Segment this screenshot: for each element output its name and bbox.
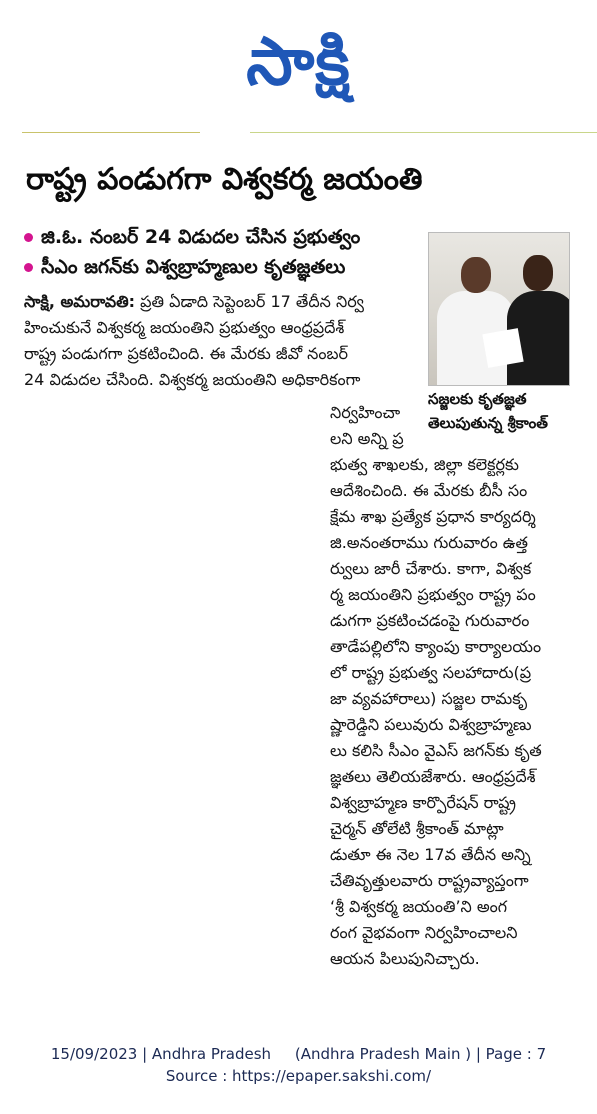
masthead-divider-right [250,132,597,133]
article-line [24,289,420,315]
article-line: జ్ఞతలు తెలియజేశారు. ఆంధ్రప్రదేశ్ [330,767,536,786]
bullet-icon [24,263,33,272]
article-photo [428,232,570,386]
article-line: రంగ వైభవంగా నిర్వహించాలని [330,923,518,942]
article-line: భుత్వ శాఖలకు, జిల్లా కలెక్టర్లకు [330,455,519,474]
subheadline [24,254,424,280]
article-line: లు కలిసి సీఎం వైఎస్ జగన్‌కు కృత [330,741,542,760]
article-line: రాష్ట్ర పండుగగా ప్రకటించింది. ఈ మేరకు జీవో నంబర్ [24,344,349,363]
article-line: క్షేమ శాఖ ప్రత్యేక ప్రధాన కార్యదర్శి [330,507,536,526]
article-line: డుగగా ప్రకటించడంపై గురువారం [330,611,530,630]
subheadline-text: జి.ఓ. నంబర్ 24 విడుదల చేసిన ప్రభుత్వం [41,226,361,248]
bullet-icon [24,233,33,242]
article-line: తాడేపల్లిలోని క్యాంపు కార్యాలయం [330,637,542,656]
photo-caption: సజ్జలకు కృతజ్ఞత [428,390,527,408]
article-line: ష్ణారెడ్డిని పలువురు విశ్వబ్రాహ్మణు [330,715,532,734]
footer-source: Source : https://epaper.sakshi.com/ [165,1067,432,1085]
article-line: ‘శ్రీ విశ్వకర్మ జయంతి’ని అంగ [330,897,508,916]
article-line: చేతివృత్తులవారు రాష్ట్రవ్యాప్తంగా [330,871,529,890]
article-line: ర్వులు జారీ చేశారు. కాగా, విశ్వక [330,559,532,578]
article-line: 24 విడుదల చేసింది. విశ్వకర్మ జయంతిని అధికారికంగా [24,370,361,389]
article-line: జి.అనంతరాము గురువారం ఉత్త [330,533,528,552]
article-headline: రాష్ట్ర పండుగగా విశ్వకర్మ జయంతి [26,162,423,197]
document-in-hand [482,328,523,368]
person-head [461,257,491,293]
person-head [523,255,553,291]
footer-edition-info: 15/09/2023 | Andhra Pradesh (Andhra Pradesh Main ) | Page : 7 [50,1045,547,1063]
article-line: చైర్మన్ తోలేటి శ్రీకాంత్ మాట్లా [330,819,504,838]
subheadline-text: సీఎం జగన్‌కు విశ్వబ్రాహ్మణుల కృతజ్ఞతలు [41,256,346,278]
article-text: ప్రతి ఏడాది సెప్టెంబర్ 17 తేదీన నిర్వ [140,292,365,311]
article-line: ర్మ జయంతిని ప్రభుత్వం రాష్ట్ర పం [330,585,536,604]
article-line: లని అన్ని ప్ర [330,429,404,448]
article-line: నిర్వహించా [330,403,401,422]
article-dateline: సాక్షి, అమరావతి: [24,292,136,311]
article-line: ఆయన పిలుపునిచ్చారు. [330,949,480,968]
article-line: ఆదేశించింది. ఈ మేరకు బీసీ సం [330,481,528,500]
article-line: జా వ్యవహారాలు) సజ్జల రామకృ [330,689,527,708]
newspaper-masthead: సాక్షి [246,23,351,100]
subheadline [24,224,424,250]
article-line: విశ్వబ్రాహ్మణ కార్పొరేషన్ రాష్ట్ర [330,793,517,812]
article-line: లో రాష్ట్ర ప్రభుత్వ సలహాదారు(ప్ర [330,663,532,682]
article-line: హించుకునే విశ్వకర్మ జయంతిని ప్రభుత్వం ఆంధ్రప్రదేశ్ [24,318,345,337]
masthead-divider-left [22,132,200,133]
photo-caption: తెలుపుతున్న శ్రీకాంత్ [428,414,548,432]
article-line: డుతూ ఈ నెల 17వ తేదీన అన్ని [330,845,531,864]
